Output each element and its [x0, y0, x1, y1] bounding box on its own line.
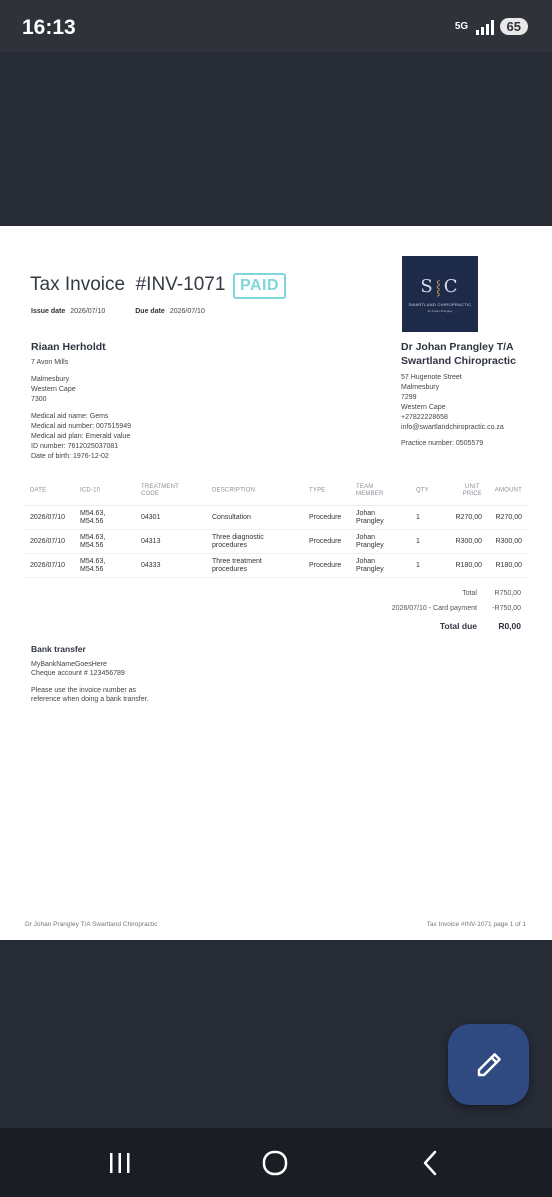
- due-date-label: Due date: [135, 308, 165, 315]
- status-bar: [0, 0, 552, 52]
- status-time: 16:13: [22, 16, 76, 39]
- practice-name-line1: Dr Johan Prangley T/A: [401, 341, 514, 353]
- row-date: [30, 562, 65, 570]
- header-unit-line2: PRICE: [462, 490, 482, 497]
- row-icd-line1: M54.63,: [80, 533, 106, 541]
- patient-details: [31, 342, 131, 462]
- total-row: [392, 586, 521, 601]
- bank-title: Bank transfer: [31, 644, 86, 654]
- row-icd: [80, 558, 105, 574]
- row-amount: [496, 538, 522, 546]
- row-unit-price: [456, 514, 482, 522]
- row-amount-line1: R180,00: [495, 561, 522, 569]
- patient-name: Riaan Herholdt: [31, 341, 106, 353]
- practice-phone: +27822228658: [401, 414, 448, 421]
- row-treatment-code: [141, 562, 160, 570]
- row-qty-line1: 1: [416, 513, 420, 521]
- practice-details: [401, 340, 516, 449]
- edit-button[interactable]: [448, 1024, 529, 1105]
- header-icd: ICD-10: [80, 487, 101, 493]
- logo-line1: SWARTLAND CHIROPRACTIC: [408, 301, 472, 307]
- row-qty: [416, 562, 420, 570]
- header-type: TYPE: [309, 487, 326, 493]
- logo-line2: Dr Johan Prangley: [427, 308, 453, 313]
- row-team-member-line2: Prangley: [356, 541, 384, 549]
- row-qty: [416, 538, 420, 546]
- due-date: 2026/07/10: [169, 308, 205, 315]
- row-team-member: [356, 558, 384, 574]
- row-icd: [80, 534, 105, 550]
- bank-name: MyBankNameGoesHere: [31, 661, 107, 668]
- patient-address4: 7300: [31, 396, 47, 403]
- row-description: [212, 558, 262, 574]
- date-of-birth: Date of birth: 1976-12-02: [31, 453, 109, 460]
- row-type: [309, 538, 341, 546]
- invoice-dates: [31, 308, 205, 315]
- row-unit-price-line1: R270,00: [455, 513, 482, 521]
- row-icd-line1: M54.63,: [80, 557, 106, 565]
- row-amount-line1: R300,00: [495, 537, 522, 545]
- row-type-line1: Procedure: [309, 537, 342, 545]
- practice-address1: 57 Hugenote Street: [401, 374, 462, 381]
- medical-aid-number: Medical aid number: 007515949: [31, 423, 132, 430]
- issue-date-label: Issue date: [31, 308, 66, 315]
- row-amount-line1: R270,00: [495, 513, 522, 521]
- row-icd-line2: M54.56: [80, 517, 104, 525]
- row-icd-line2: M54.56: [80, 565, 104, 573]
- header-team-line1: TEAM: [356, 483, 374, 490]
- spine-icon: ⸾: [435, 279, 443, 296]
- practice-number: Practice number: 0505579: [401, 440, 484, 447]
- pencil-icon: [474, 1050, 504, 1080]
- row-qty: [416, 514, 420, 522]
- row-team-member-line1: Johan: [356, 509, 376, 517]
- total-value: R750,00: [494, 590, 521, 597]
- table-row: [24, 506, 528, 530]
- header-code-line1: TREATMENT: [141, 483, 180, 490]
- practice-email: info@swartlandchiropractic.co.za: [401, 424, 504, 431]
- home-button[interactable]: [225, 1128, 325, 1197]
- practice-name: [401, 340, 516, 368]
- id-number: ID number: 7612025037081: [31, 443, 119, 450]
- home-icon: [261, 1149, 289, 1177]
- practice-address2: Malmesbury: [401, 384, 440, 391]
- navigation-bar: [0, 1128, 552, 1197]
- header-date: DATE: [30, 487, 47, 493]
- row-date: [30, 538, 65, 546]
- row-icd-line1: M54.63,: [80, 509, 106, 517]
- row-treatment-code: [141, 514, 160, 522]
- total-due-row: [392, 616, 521, 636]
- patient-address3: Western Cape: [31, 386, 76, 393]
- status-icons: [454, 18, 528, 35]
- patient-address2: Malmesbury: [31, 376, 70, 383]
- row-treatment-code-line1: 04301: [141, 513, 161, 521]
- row-description-line2: procedures: [212, 565, 248, 573]
- practice-address4: Western Cape: [401, 404, 446, 411]
- table-header: [24, 476, 528, 506]
- header-description: DESCRIPTION: [212, 487, 256, 493]
- header-unit-price: [463, 484, 482, 498]
- table-row: [24, 554, 528, 578]
- row-team-member-line2: Prangley: [356, 565, 384, 573]
- back-icon: [420, 1149, 440, 1177]
- row-type-line1: Procedure: [309, 561, 342, 569]
- logo-letter-c: C: [443, 275, 460, 297]
- practice-logo: [402, 256, 478, 332]
- row-team-member: [356, 510, 384, 526]
- practice-address3: 7299: [401, 394, 417, 401]
- row-date-line1: 2026/07/10: [30, 537, 66, 545]
- row-description: [212, 534, 264, 550]
- logo-monogram: [420, 276, 459, 297]
- row-date-line1: 2026/07/10: [30, 513, 66, 521]
- signal-icon: [476, 19, 494, 35]
- row-qty-line1: 1: [416, 537, 420, 545]
- row-qty-line1: 1: [416, 561, 420, 569]
- battery-icon: 65: [500, 18, 528, 35]
- row-description-line1: Three diagnostic: [212, 533, 264, 541]
- row-description-line2: procedures: [212, 541, 248, 549]
- payment-row: [392, 601, 521, 616]
- header-code-line2: CODE: [141, 490, 160, 497]
- row-date: [30, 514, 65, 522]
- header-unit-line1: UNIT: [464, 483, 480, 490]
- row-team-member: [356, 534, 384, 550]
- row-type: [309, 514, 341, 522]
- paid-badge: PAID: [233, 273, 286, 299]
- table-row: [24, 530, 528, 554]
- row-amount: [496, 514, 522, 522]
- bank-account: Cheque account # 123456789: [31, 670, 125, 677]
- bank-transfer-section: [31, 645, 149, 704]
- row-icd-line2: M54.56: [80, 541, 104, 549]
- header-team-member: [356, 484, 384, 498]
- practice-name-line2: Swartland Chiropractic: [401, 355, 516, 367]
- header-team-line2: MEMBER: [356, 490, 384, 497]
- back-button[interactable]: [380, 1128, 480, 1197]
- row-treatment-code-line1: 04313: [141, 537, 161, 545]
- row-unit-price: [456, 562, 482, 570]
- row-team-member-line1: Johan: [356, 533, 376, 541]
- header-amount: AMOUNT: [494, 487, 522, 493]
- bank-note: Please use the invoice number as reference when doing a bank transfer.: [31, 687, 149, 703]
- row-type-line1: Procedure: [309, 513, 342, 521]
- row-type: [309, 562, 341, 570]
- total-label: Total: [462, 590, 477, 597]
- row-unit-price: [456, 538, 482, 546]
- medical-aid-name: Medical aid name: Gems: [31, 413, 109, 420]
- row-unit-price-line1: R180,00: [455, 561, 482, 569]
- row-icd: [80, 510, 105, 526]
- row-unit-price-line1: R300,00: [455, 537, 482, 545]
- total-due-value: R0,00: [498, 621, 521, 631]
- header-treatment-code: [141, 484, 179, 498]
- patient-address1: 7 Avon Mills: [31, 359, 69, 366]
- payment-label: 2026/07/10 - Card payment: [391, 605, 477, 612]
- network-5g-icon: 5G: [454, 20, 469, 32]
- row-amount: [496, 562, 522, 570]
- row-description-line1: Three treatment: [212, 557, 262, 565]
- medical-aid-plan: Medical aid plan: Emerald value: [31, 433, 131, 440]
- invoice-totals: [392, 586, 521, 636]
- row-description: [212, 514, 251, 522]
- row-treatment-code: [141, 538, 160, 546]
- table-body: [24, 506, 528, 578]
- row-treatment-code-line1: 04333: [141, 561, 161, 569]
- issue-date: 2026/07/10: [70, 308, 106, 315]
- recent-apps-button[interactable]: [70, 1128, 170, 1197]
- total-due-label: Total due: [439, 621, 477, 631]
- recent-apps-icon: [107, 1151, 133, 1175]
- row-team-member-line1: Johan: [356, 557, 376, 565]
- header-qty: QTY: [416, 487, 429, 493]
- row-team-member-line2: Prangley: [356, 517, 384, 525]
- row-description-line1: Consultation: [212, 513, 251, 521]
- invoice-title: Tax Invoice #INV-1071: [30, 274, 226, 295]
- invoice-page: [0, 226, 552, 940]
- footer-page-info: Tax Invoice #INV-1071 page 1 of 1: [426, 921, 526, 928]
- row-date-line1: 2026/07/10: [30, 561, 66, 569]
- invoice-items-table: [24, 476, 528, 578]
- footer-practice: Dr Johan Prangley T/A Swartland Chiropractic: [25, 921, 158, 928]
- payment-value: -R750,00: [492, 605, 521, 612]
- logo-letter-s: S: [420, 275, 435, 297]
